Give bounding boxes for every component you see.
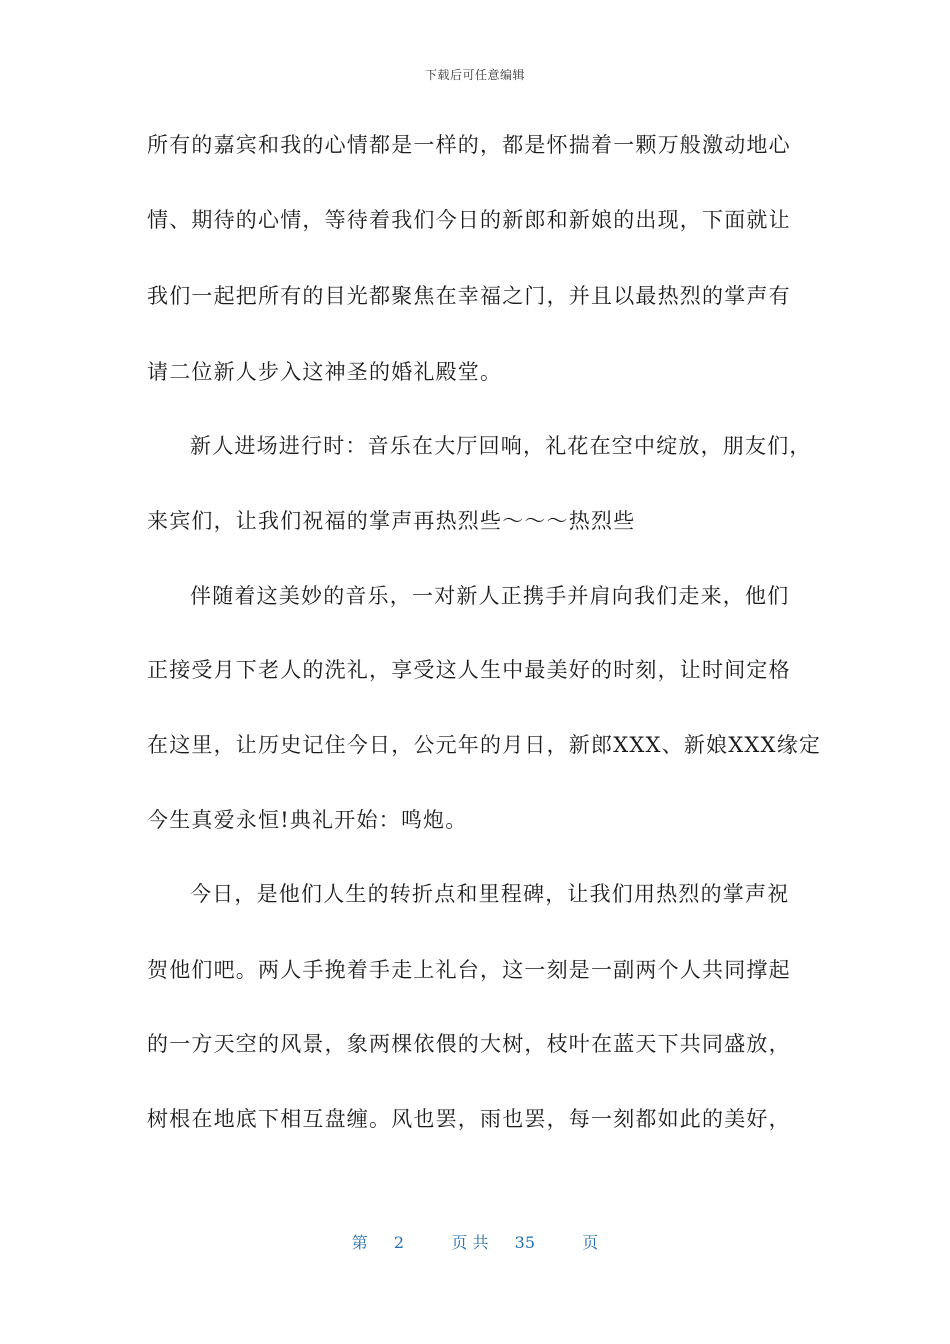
footer-label-page: 第 — [351, 1233, 368, 1252]
footer-label-of: 页 共 — [451, 1233, 489, 1252]
body-line: 伴随着这美妙的音乐，一对新人正携手并肩向我们走来，他们 — [190, 584, 790, 608]
body-line: 请二位新人步入这神圣的婚礼殿堂。 — [147, 360, 503, 384]
body-line: 正接受月下老人的洗礼，享受这人生中最美好的时刻，让时间定格 — [147, 658, 791, 682]
body-line: 今日，是他们人生的转折点和里程碑，让我们用热烈的掌声祝 — [190, 882, 790, 906]
body-line: 在这里，让历史记住今日，公元年的月日，新郎XXX、新娘XXX缘定 — [147, 733, 822, 757]
page-header: 下载后可任意编辑 — [424, 68, 525, 82]
body-line: 来宾们，让我们祝福的掌声再热烈些～～～热烈些 — [147, 509, 636, 533]
page-footer — [0, 1230, 950, 1253]
body-line: 今生真爱永恒!典礼开始：鸣炮。 — [147, 808, 468, 832]
body-line: 情、期待的心情，等待着我们今日的新郎和新娘的出现，下面就让 — [147, 208, 791, 232]
body-line: 树根在地底下相互盘缠。风也罢，雨也罢，每一刻都如此的美好， — [147, 1107, 791, 1131]
body-line: 的一方天空的风景，象两棵依偎的大树，枝叶在蓝天下共同盛放， — [147, 1032, 791, 1056]
body-line: 我们一起把所有的目光都聚焦在幸福之门，并且以最热烈的掌声有 — [147, 284, 791, 308]
total-pages-number: 35 — [514, 1233, 535, 1252]
body-line: 新人进场进行时：音乐在大厅回响，礼花在空中绽放，朋友们， — [190, 434, 812, 458]
footer-label-end: 页 — [582, 1233, 599, 1252]
body-line: 所有的嘉宾和我的心情都是一样的，都是怀揣着一颗万般激动地心 — [147, 133, 791, 157]
body-line: 贺他们吧。两人手挽着手走上礼台，这一刻是一副两个人共同撑起 — [147, 958, 791, 982]
current-page-number: 2 — [393, 1233, 405, 1252]
